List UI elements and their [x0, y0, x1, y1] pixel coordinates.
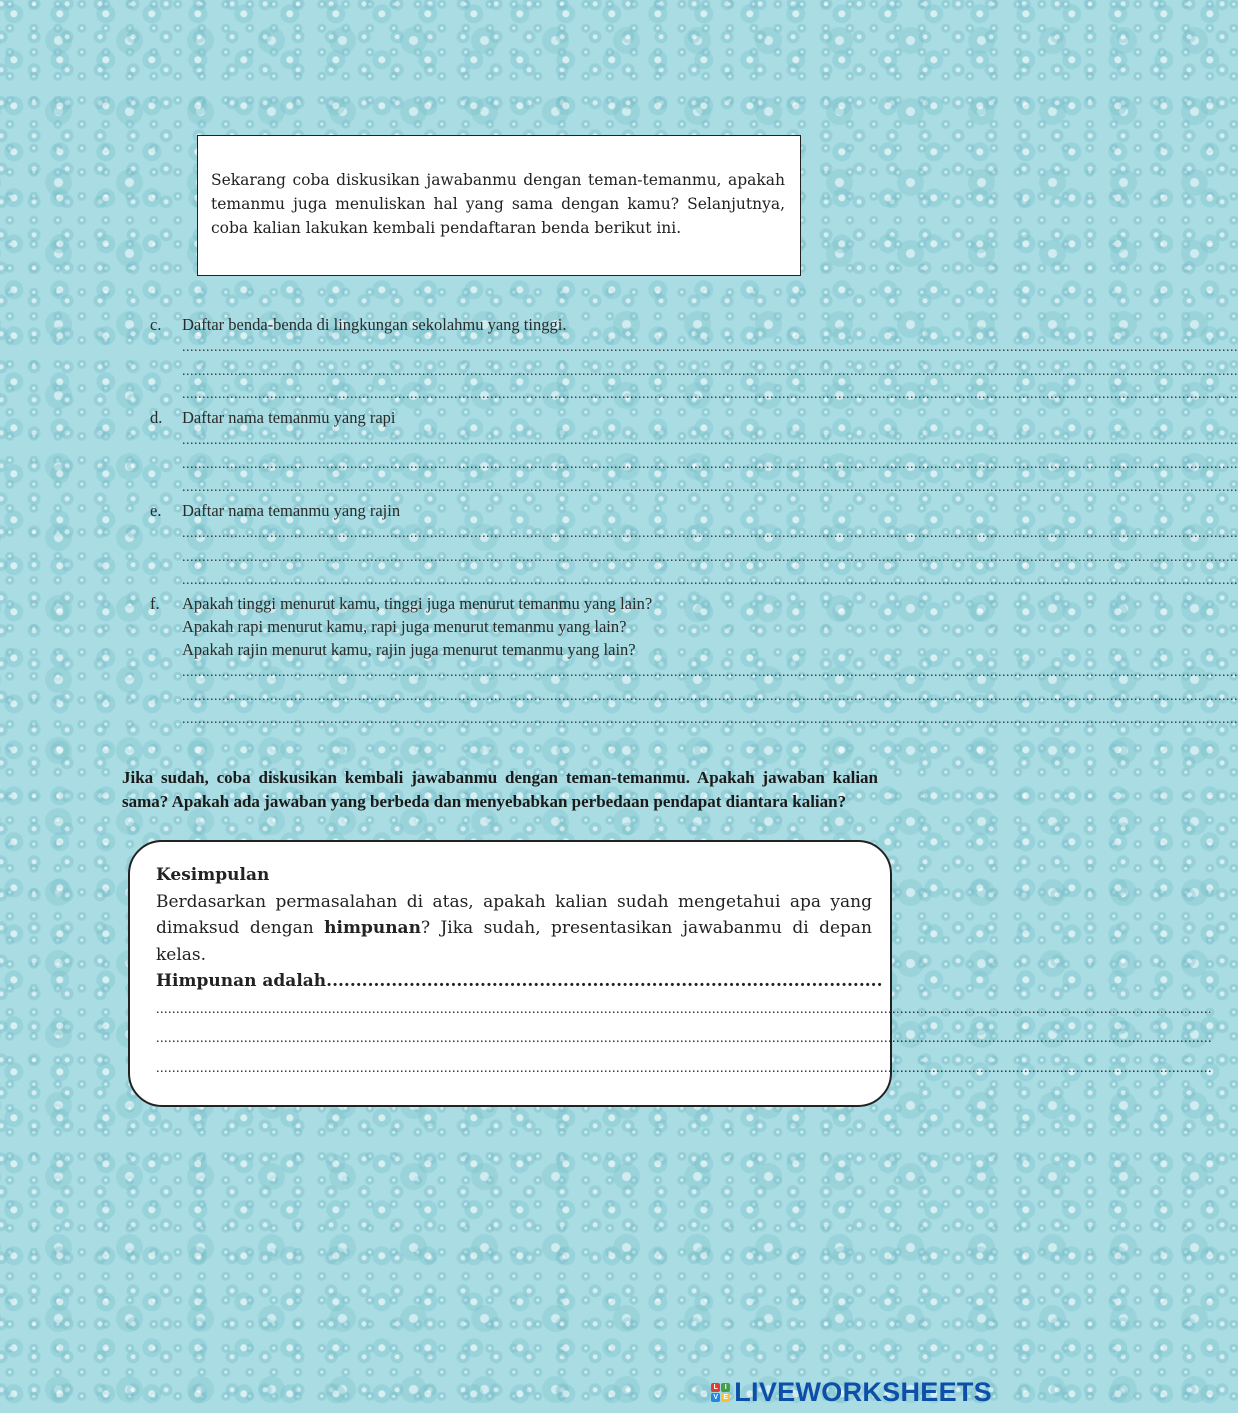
liveworksheets-brand: [711, 1375, 992, 1409]
conclusion-body: [156, 889, 872, 969]
intro-text: Sekarang coba diskusikan jawabanmu dengan teman-temanmu, apakah temanmu juga menuliskan hal yang sama dengan kamu? Selanjutnya, coba kalian lakukan kembali pendaftaran benda berikut ini.: [211, 171, 785, 237]
item-question: Daftar nama temanmu yang rapi: [182, 408, 396, 427]
conclusion-text: ? Jika sudah, presentasikan jawabanmu di depan kelas.: [156, 918, 872, 965]
item-letter: f.: [150, 594, 160, 613]
answer-line[interactable]: ........................................................................................................................................................................................................................................................................: [182, 340, 1238, 355]
item-question: Daftar nama temanmu yang rajin: [182, 501, 401, 520]
answer-line[interactable]: ........................................................................................................................................................................................................................................................................: [182, 433, 1238, 448]
liveworksheets-logo-icon: [711, 1383, 730, 1402]
discussion-text: Jika sudah, coba diskusikan kembali jawabanmu dengan teman-temanmu. Apakah jawaban kalian sama? Apakah ada jawaban yang berbeda dan menyebabkan perbedaan pendapat diantara kalian?: [122, 768, 878, 811]
item-letter: e.: [150, 501, 162, 520]
answer-line[interactable]: ........................................................................................................................................................................................................................................................................: [156, 1001, 1212, 1017]
item-question: Daftar benda-benda di lingkungan sekolahmu yang tinggi.: [182, 315, 567, 334]
answer-line[interactable]: ........................................................................................................................................................................................................................................................................: [156, 1060, 1212, 1076]
item-letter: c.: [150, 315, 162, 334]
answer-line[interactable]: ........................................................................................................................................................................................................................................................................: [182, 456, 1238, 472]
brand-name: LIVEWORKSHEETS: [734, 1376, 992, 1407]
logo-tile: E: [721, 1393, 730, 1402]
definition-prompt[interactable]: Himpunan adalah..............................................................................................: [156, 971, 883, 991]
list-item-e: [150, 499, 1238, 593]
item-question: Apakah rajin menurut kamu, rajin juga menurut temanmu yang lain?: [182, 640, 636, 659]
item-question: Apakah rapi menurut kamu, rapi juga menurut temanmu yang lain?: [182, 617, 627, 636]
answer-line[interactable]: ........................................................................................................................................................................................................................................................................: [182, 480, 1238, 495]
answer-line[interactable]: ........................................................................................................................................................................................................................................................................: [182, 688, 1238, 704]
logo-tile: L: [711, 1383, 720, 1392]
answer-line[interactable]: ........................................................................................................................................................................................................................................................................: [182, 363, 1238, 379]
answer-line[interactable]: ........................................................................................................................................................................................................................................................................: [182, 712, 1238, 727]
intro-box: [197, 135, 801, 276]
conclusion-box: [128, 840, 1212, 1107]
logo-tile: V: [711, 1393, 720, 1402]
item-letter: d.: [150, 408, 163, 427]
answer-line[interactable]: ........................................................................................................................................................................................................................................................................: [182, 549, 1238, 565]
logo-tile: I: [721, 1383, 730, 1392]
answer-line[interactable]: ........................................................................................................................................................................................................................................................................: [156, 1031, 1212, 1046]
conclusion-title: Kesimpulan: [156, 865, 270, 885]
list-item-c: [150, 313, 1238, 407]
answer-line[interactable]: ........................................................................................................................................................................................................................................................................: [182, 573, 1238, 588]
item-question: Apakah tinggi menurut kamu, tinggi juga menurut temanmu yang lain?: [182, 594, 653, 613]
answer-line[interactable]: ........................................................................................................................................................................................................................................................................: [182, 387, 1238, 402]
list-item-f: [150, 592, 1238, 732]
answer-line[interactable]: ........................................................................................................................................................................................................................................................................: [182, 665, 1238, 680]
answer-line[interactable]: ........................................................................................................................................................................................................................................................................: [182, 526, 1238, 541]
list-item-d: [150, 406, 1238, 500]
keyword-himpunan: himpunan: [324, 918, 421, 938]
conclusion-text: Berdasarkan permasalahan di atas, apakah kalian sudah mengetahui apa yang dimaksud dengan: [156, 891, 872, 938]
